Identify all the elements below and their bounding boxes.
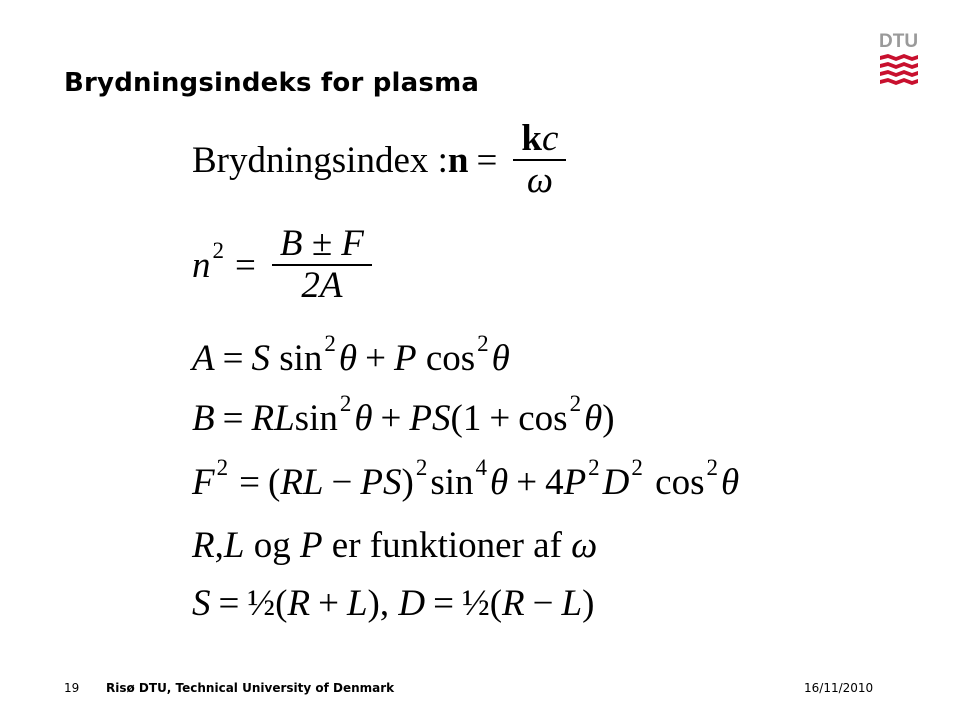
eq5-exp0: 2 bbox=[216, 455, 229, 480]
eq5-exp1: 2 bbox=[415, 455, 428, 480]
eq2-denominator: 2A bbox=[301, 264, 343, 306]
equation-a bbox=[192, 331, 510, 379]
eq3-p: P bbox=[393, 338, 417, 379]
eq5-sin: sin bbox=[430, 462, 474, 503]
equation-f-squared bbox=[192, 455, 740, 503]
eq6-r: R bbox=[192, 525, 215, 566]
eq7-equals1: = bbox=[218, 583, 240, 624]
eq2-exp: 2 bbox=[212, 238, 224, 264]
eq4-paren-close: ) bbox=[602, 398, 615, 439]
eq7-r2: R bbox=[502, 583, 525, 624]
eq4-plus2: + bbox=[489, 398, 511, 439]
dtu-logo-waves bbox=[880, 54, 918, 85]
eq6-comma: , bbox=[214, 525, 224, 566]
eq7-d: D bbox=[398, 583, 426, 624]
eq3-plus: + bbox=[365, 338, 386, 379]
eq4-sin: sin bbox=[294, 398, 338, 439]
eq5-minus: − bbox=[331, 462, 353, 503]
eq5-p: P bbox=[563, 462, 587, 503]
eq7-s: S bbox=[192, 583, 211, 624]
eq4-b: B bbox=[192, 398, 215, 439]
eq5-paren-open: ( bbox=[267, 462, 281, 503]
eq2-n: n bbox=[192, 245, 211, 287]
equation-n-squared bbox=[192, 225, 372, 307]
eq5-plus: + bbox=[516, 462, 538, 503]
eq6-text: er funktioner af bbox=[322, 525, 572, 566]
eq3-s: S bbox=[251, 338, 270, 379]
equation-functions-statement bbox=[192, 527, 597, 564]
eq7-half1: ½( bbox=[247, 583, 288, 624]
eq5-f: F bbox=[192, 462, 215, 503]
eq4-rl: RL bbox=[251, 398, 295, 439]
eq1-fraction bbox=[513, 120, 566, 202]
eq3-equals: = bbox=[222, 338, 244, 379]
eq6-l: L bbox=[223, 525, 245, 566]
eq7-r1: R bbox=[287, 583, 311, 624]
eq7-close2: ) bbox=[582, 583, 595, 624]
dtu-logo-text: DTU bbox=[879, 31, 919, 52]
eq5-theta2: θ bbox=[720, 462, 740, 503]
eq1-equals: = bbox=[476, 140, 498, 182]
eq4-theta1: θ bbox=[354, 398, 373, 439]
eq3-theta2: θ bbox=[491, 338, 510, 379]
eq5-four: 4 bbox=[545, 462, 564, 503]
eq6-p: P bbox=[299, 525, 323, 566]
eq5-paren-close: ) bbox=[401, 462, 414, 503]
eq1-label: Brydningsindex : bbox=[192, 140, 448, 182]
eq7-plus: + bbox=[318, 583, 339, 624]
eq6-omega: ω bbox=[571, 525, 598, 566]
eq6-og: og bbox=[244, 525, 300, 566]
eq5-ps: PS bbox=[360, 462, 402, 503]
eq1-k: k bbox=[521, 118, 542, 159]
eq4-exp2: 2 bbox=[569, 391, 582, 416]
eq5-exp4: 2 bbox=[631, 455, 643, 480]
eq3-sin: sin bbox=[279, 338, 323, 379]
eq4-theta2: θ bbox=[584, 398, 603, 439]
eq2-numerator: B ± F bbox=[279, 223, 364, 264]
dtu-logo bbox=[878, 30, 920, 88]
footer-date: 16/11/2010 bbox=[804, 681, 874, 695]
eq4-paren-open: (1 bbox=[450, 398, 482, 439]
dtu-logo-icon bbox=[878, 30, 920, 88]
equation-b bbox=[192, 391, 615, 439]
eq5-exp2: 4 bbox=[475, 455, 487, 480]
eq1-n: n bbox=[447, 140, 469, 182]
slide-title: Brydningsindeks for plasma bbox=[64, 68, 480, 98]
eq2-equals: = bbox=[235, 245, 256, 287]
eq5-d: D bbox=[602, 462, 630, 503]
eq7-minus: − bbox=[532, 583, 554, 624]
page-number: 19 bbox=[64, 681, 80, 695]
footer-institution: Risø DTU, Technical University of Denmark bbox=[106, 681, 395, 695]
equation-s-d bbox=[192, 585, 594, 622]
eq7-l2: L bbox=[561, 583, 583, 624]
eq1-c: c bbox=[541, 118, 559, 159]
eq4-exp1: 2 bbox=[339, 391, 352, 416]
eq7-equals2: = bbox=[433, 583, 454, 624]
eq5-exp3: 2 bbox=[588, 455, 600, 480]
eq3-theta1: θ bbox=[338, 338, 358, 379]
equation-refractive-index bbox=[192, 120, 566, 202]
eq5-cos: cos bbox=[655, 462, 705, 503]
eq2-fraction bbox=[272, 225, 372, 307]
eq3-cos: cos bbox=[425, 338, 476, 379]
eq5-rl: RL bbox=[280, 462, 324, 503]
eq4-cos: cos bbox=[518, 398, 568, 439]
eq7-l1: L bbox=[346, 583, 368, 624]
eq4-plus: + bbox=[380, 398, 402, 439]
eq3-exp1: 2 bbox=[324, 331, 336, 356]
eq7-half2: ½( bbox=[461, 583, 503, 624]
eq3-exp2: 2 bbox=[477, 331, 489, 356]
eq5-theta1: θ bbox=[490, 462, 509, 503]
eq4-ps: PS bbox=[409, 398, 451, 439]
eq5-equals: = bbox=[239, 462, 260, 503]
eq7-close1: ), bbox=[367, 583, 390, 624]
eq4-equals: = bbox=[222, 398, 244, 439]
eq3-a: A bbox=[192, 338, 215, 379]
eq1-omega: ω bbox=[526, 159, 553, 201]
eq5-exp5: 2 bbox=[706, 455, 718, 480]
